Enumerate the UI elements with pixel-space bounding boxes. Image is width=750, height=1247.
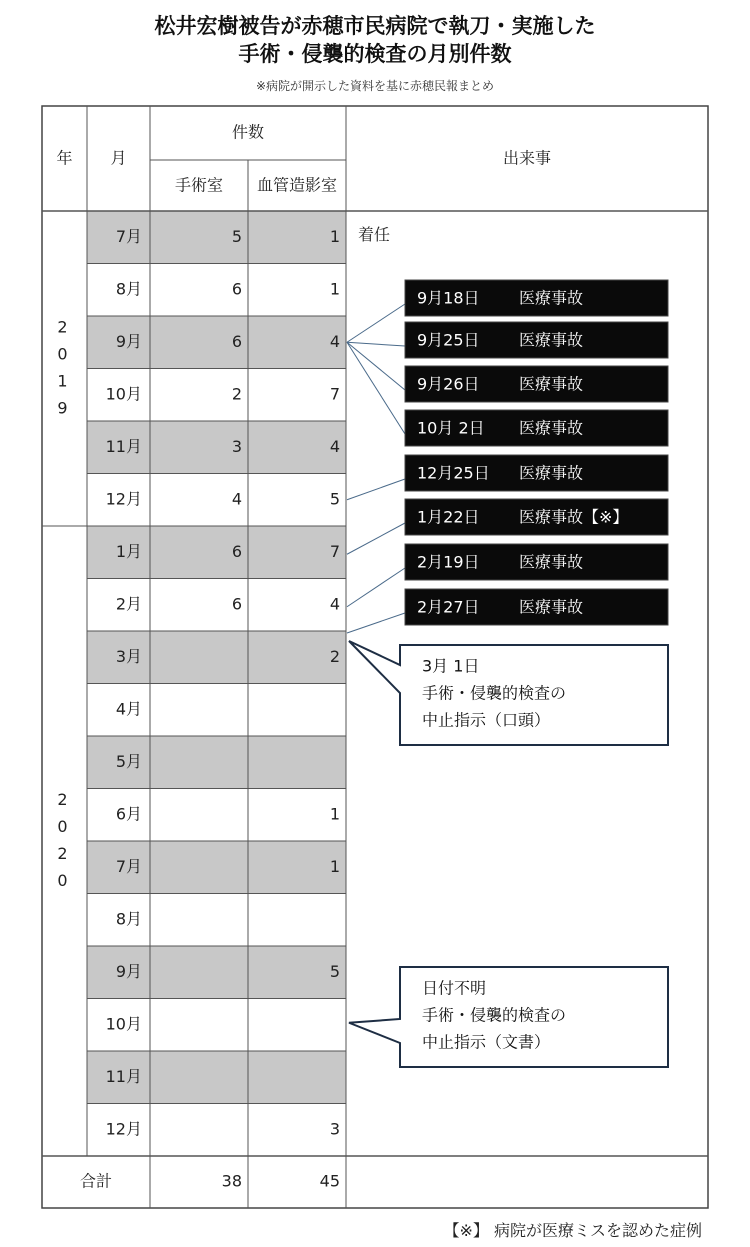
month-cell: 7月 (115, 856, 142, 876)
callout-line: 中止指示（文書） (422, 1032, 551, 1052)
angio-count: 4 (329, 594, 340, 614)
angio-count: 4 (329, 331, 340, 351)
footnote: 【※】 病院が医療ミスを認めた症例 (443, 1221, 702, 1240)
angio-count: 1 (329, 856, 340, 876)
month-cell: 10月 (105, 384, 142, 404)
connector-line (347, 342, 405, 434)
header-year: 年 (56, 148, 73, 168)
incident-date: 2月27日 (417, 597, 480, 617)
surgery-count: 6 (231, 279, 242, 299)
source-note: ※病院が開示した資料を基に赤穂民報まとめ (255, 79, 495, 93)
incident-label: 医療事故 (519, 552, 584, 572)
connector-line (347, 568, 405, 607)
callout-line: 手術・侵襲的検査の (422, 683, 567, 703)
header-surgery: 手術室 (174, 175, 224, 195)
month-cell: 11月 (105, 1066, 142, 1086)
angio-count: 5 (329, 961, 340, 981)
callout-line: 3月 1日 (422, 656, 480, 676)
incident-label: 医療事故 (519, 463, 584, 483)
angio-count: 1 (329, 279, 340, 299)
angio-count: 7 (329, 541, 340, 561)
year-digit: 0 (57, 817, 68, 836)
month-cell: 4月 (115, 699, 142, 719)
total-angio: 45 (319, 1171, 340, 1191)
year-digit: 0 (57, 344, 68, 364)
month-cell: 1月 (115, 541, 142, 561)
surgery-count: 6 (231, 594, 242, 614)
connector-line (347, 613, 405, 633)
incident-label: 医療事故 (519, 374, 584, 394)
year-digit: 2 (57, 317, 68, 337)
month-cell: 12月 (105, 1119, 142, 1139)
callout-line: 中止指示（口頭） (422, 710, 551, 730)
incident-date: 12月25日 (417, 463, 490, 483)
angio-count: 4 (329, 436, 340, 456)
event-text: 着任 (358, 224, 391, 244)
title-line-2: 手術・侵襲的検査の月別件数 (238, 42, 512, 66)
incident-label: 医療事故 (519, 330, 584, 350)
surgery-count: 4 (231, 489, 242, 509)
connector-line (347, 342, 405, 390)
month-cell: 8月 (115, 279, 142, 299)
year-digit: 0 (57, 871, 68, 890)
surgery-count: 6 (231, 541, 242, 561)
angio-count: 7 (329, 384, 340, 404)
angio-count: 5 (329, 489, 340, 509)
month-cell: 9月 (115, 961, 142, 981)
incident-label: 医療事故 (519, 418, 584, 438)
surgery-count: 6 (231, 331, 242, 351)
angio-count: 2 (329, 646, 340, 666)
month-cell: 7月 (115, 226, 142, 246)
callout-line: 日付不明 (422, 978, 487, 998)
angio-count: 1 (329, 226, 340, 246)
month-cell: 8月 (115, 909, 142, 929)
angio-count: 1 (329, 804, 340, 824)
header-events: 出来事 (502, 148, 552, 168)
total-label: 合計 (79, 1171, 113, 1191)
month-cell: 12月 (105, 489, 142, 509)
incident-label: 医療事故【※】 (519, 507, 629, 527)
title-line-1: 松井宏樹被告が赤穂市民病院で執刀・実施した (154, 14, 596, 38)
total-surgery: 38 (221, 1171, 242, 1191)
angio-count: 3 (329, 1119, 340, 1139)
month-cell: 10月 (105, 1014, 142, 1034)
month-cell: 5月 (115, 751, 142, 771)
year-digit: 1 (57, 371, 68, 391)
surgery-count: 5 (231, 226, 242, 246)
header-angio: 血管造影室 (256, 175, 338, 195)
year-digit: 9 (57, 398, 68, 418)
month-cell: 2月 (115, 594, 142, 614)
surgery-count: 2 (231, 384, 242, 404)
incident-date: 9月26日 (417, 374, 480, 394)
month-cell: 9月 (115, 331, 142, 351)
year-digit: 2 (57, 790, 68, 809)
header-month: 月 (110, 148, 127, 168)
callout-line: 手術・侵襲的検査の (422, 1005, 567, 1025)
month-cell: 11月 (105, 436, 142, 456)
year-digit: 2 (57, 844, 68, 863)
month-cell: 3月 (115, 646, 142, 666)
connector-line (347, 304, 405, 342)
connector-line (347, 523, 405, 554)
incident-date: 9月25日 (417, 330, 480, 350)
connector-line (347, 479, 405, 500)
incident-date: 2月19日 (417, 552, 480, 572)
connector-line (347, 342, 405, 346)
incident-date: 1月22日 (417, 507, 480, 527)
month-cell: 6月 (115, 804, 142, 824)
header-count: 件数 (231, 122, 265, 142)
incident-date: 9月18日 (417, 288, 480, 308)
incident-label: 医療事故 (519, 288, 584, 308)
surgery-count: 3 (231, 436, 242, 456)
incident-label: 医療事故 (519, 597, 584, 617)
incident-date: 10月 2日 (417, 418, 485, 438)
